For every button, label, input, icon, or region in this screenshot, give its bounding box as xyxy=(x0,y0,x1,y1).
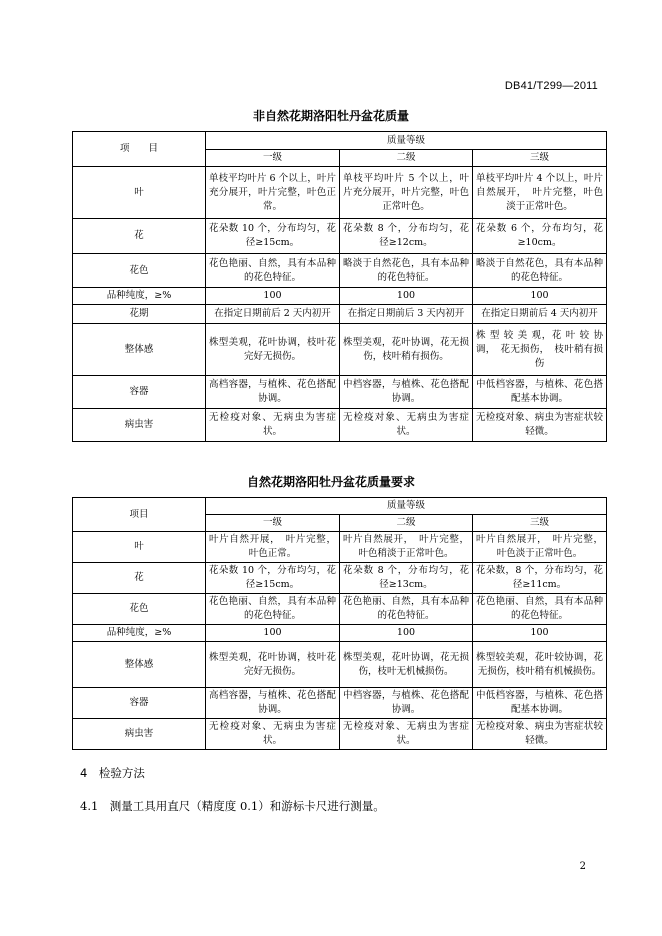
table-cell: 100 xyxy=(206,625,340,642)
row-label: 品种纯度，≥% xyxy=(73,288,206,305)
table-cell: 无检疫对象、无病虫为害症状。 xyxy=(340,409,473,442)
table-cell: 高档容器，与植株、花色搭配协调。 xyxy=(206,688,340,719)
table-cell: 无检疫对象、病虫为害症状较轻微。 xyxy=(473,719,607,750)
table-cell: 株型较美观，花叶较协调，花无损伤，枝叶稍有机械损伤。 xyxy=(473,642,607,688)
page-number: 2 xyxy=(579,861,586,872)
table-cell: 花色艳丽、自然，具有本品种的花色特征。 xyxy=(206,254,340,288)
table-cell: 在指定日期前后 3 天内初开 xyxy=(340,305,473,324)
table-cell: 无检疫对象、无病虫为害症状。 xyxy=(340,719,473,750)
table2-title: 自然花期洛阳牡丹盆花质量要求 xyxy=(246,475,415,489)
item-header: 项 目 xyxy=(73,132,206,167)
table-cell: 在指定日期前后 2 天内初开 xyxy=(206,305,340,324)
table-row xyxy=(73,688,607,719)
table-cell: 株型美观，花叶协调，花无损伤，枝叶稍有损伤。 xyxy=(340,324,473,376)
table-cell: 叶片自然开展， 叶片完整，叶色正常。 xyxy=(206,532,340,563)
document-code: DB41/T299—2011 xyxy=(504,80,598,92)
table-row xyxy=(73,305,607,324)
grade-header: 质量等级 xyxy=(206,132,607,150)
row-label: 容器 xyxy=(73,376,206,409)
table-cell: 100 xyxy=(340,625,473,642)
row-label: 叶 xyxy=(73,532,206,563)
item-header: 项目 xyxy=(73,498,206,532)
table-cell: 无检疫对象、病虫为害症状较轻微。 xyxy=(473,409,607,442)
table-row xyxy=(73,719,607,750)
table-cell: 花色艳丽、自然，具有本品种的花色特征。 xyxy=(473,594,607,625)
table-cell: 花朵数，8 个，分布均匀，花径≥11cm。 xyxy=(473,563,607,594)
grade-2-header: 二级 xyxy=(340,150,473,167)
table-row xyxy=(73,594,607,625)
table-row xyxy=(73,563,607,594)
row-label: 花色 xyxy=(73,594,206,625)
table-cell: 略淡于自然花色，具有本品种的花色特征。 xyxy=(473,254,607,288)
table-cell: 100 xyxy=(340,288,473,305)
table-cell: 花色艳丽、自然，具有本品种的花色特征。 xyxy=(206,594,340,625)
table-cell: 株型美观，花叶协调，枝叶花完好无损伤。 xyxy=(206,642,340,688)
row-label: 整体感 xyxy=(73,324,206,376)
table-cell: 花朵数 10 个，分布均匀，花径≥15cm。 xyxy=(206,219,340,254)
row-label: 品种纯度，≥% xyxy=(73,625,206,642)
table-cell: 叶片自然展开， 叶片完整，叶色淡于正常叶色。 xyxy=(473,532,607,563)
row-label: 花色 xyxy=(73,254,206,288)
grade-3-header: 三级 xyxy=(473,150,607,167)
row-label: 花期 xyxy=(73,305,206,324)
table-row xyxy=(73,532,607,563)
table-cell: 在指定日期前后 4 天内初开 xyxy=(473,305,607,324)
table-cell: 中档容器，与植株、花色搭配协调。 xyxy=(340,376,473,409)
table-row xyxy=(73,219,607,254)
table-cell: 株型美观，花叶协调，花无损伤，枝叶无机械损伤。 xyxy=(340,642,473,688)
row-label: 叶 xyxy=(73,167,206,219)
table-cell: 单枝平均叶片 5 个以上，叶片充分展开，叶片完整，叶色正常叶色。 xyxy=(340,167,473,219)
table-cell: 无检疫对象、无病虫为害症状。 xyxy=(206,409,340,442)
table-cell: 高档容器，与植株、花色搭配协调。 xyxy=(206,376,340,409)
table-cell: 100 xyxy=(473,288,607,305)
table-cell: 花朵数 8 个，分布均匀，花径≥12cm。 xyxy=(340,219,473,254)
section-item-4-1: 4.1 测量工具用直尺（精度度 0.1）和游标卡尺进行测量。 xyxy=(80,799,385,813)
table-row xyxy=(73,625,607,642)
table-cell: 花朵数 10 个，分布均匀，花径≥15cm。 xyxy=(206,563,340,594)
table-row xyxy=(73,409,607,442)
grade-header: 质量等级 xyxy=(206,498,607,515)
table-row xyxy=(73,167,607,219)
grade-1-header: 一级 xyxy=(206,150,340,167)
row-label: 花 xyxy=(73,563,206,594)
table-cell: 100 xyxy=(473,625,607,642)
table-row xyxy=(73,376,607,409)
table-cell: 花色艳丽、自然，具有本品种的花色特征。 xyxy=(340,594,473,625)
grade-2-header: 二级 xyxy=(340,515,473,532)
table-row xyxy=(73,642,607,688)
grade-3-header: 三级 xyxy=(473,515,607,532)
grade-1-header: 一级 xyxy=(206,515,340,532)
table-cell: 花朵数 8 个，分布均匀，花径≥13cm。 xyxy=(340,563,473,594)
row-label: 容器 xyxy=(73,688,206,719)
table1-title: 非自然花期洛阳牡丹盆花质量 xyxy=(252,109,409,123)
table-row xyxy=(73,254,607,288)
section-heading: 4 检验方法 xyxy=(80,766,145,780)
table-cell: 略淡于自然花色，具有本品种的花色特征。 xyxy=(340,254,473,288)
row-label: 花 xyxy=(73,219,206,254)
table-row xyxy=(73,288,607,305)
table-cell: 单枝平均叶片 4 个以上，叶片自然展开， 叶片完整，叶色淡于正常叶色。 xyxy=(473,167,607,219)
quality-table-non-natural xyxy=(72,131,607,442)
quality-table-natural xyxy=(72,497,607,750)
row-label: 整体感 xyxy=(73,642,206,688)
table-cell: 中低档容器，与植株、花色搭配基本协调。 xyxy=(473,688,607,719)
table-row xyxy=(73,324,607,376)
table-cell: 花朵数 6 个，分布均匀，花≥10cm。 xyxy=(473,219,607,254)
row-label: 病虫害 xyxy=(73,719,206,750)
table-cell: 100 xyxy=(206,288,340,305)
table-cell: 中低档容器，与植株、花色搭配基本协调。 xyxy=(473,376,607,409)
table-cell: 无检疫对象、无病虫为害症状。 xyxy=(206,719,340,750)
row-label: 病虫害 xyxy=(73,409,206,442)
table-cell: 叶片自然展开， 叶片完整，叶色稍淡于正常叶色。 xyxy=(340,532,473,563)
table-cell: 单枝平均叶片 6 个以上，叶片充分展开，叶片完整，叶色正常。 xyxy=(206,167,340,219)
table-cell: 株型美观，花叶协调，枝叶花完好无损伤。 xyxy=(206,324,340,376)
table-cell: 中档容器，与植株、花色搭配协调。 xyxy=(340,688,473,719)
table-cell: 株 型 较 美 观，花 叶 较 协调， 花无损伤， 枝叶稍有损伤 xyxy=(473,324,607,376)
